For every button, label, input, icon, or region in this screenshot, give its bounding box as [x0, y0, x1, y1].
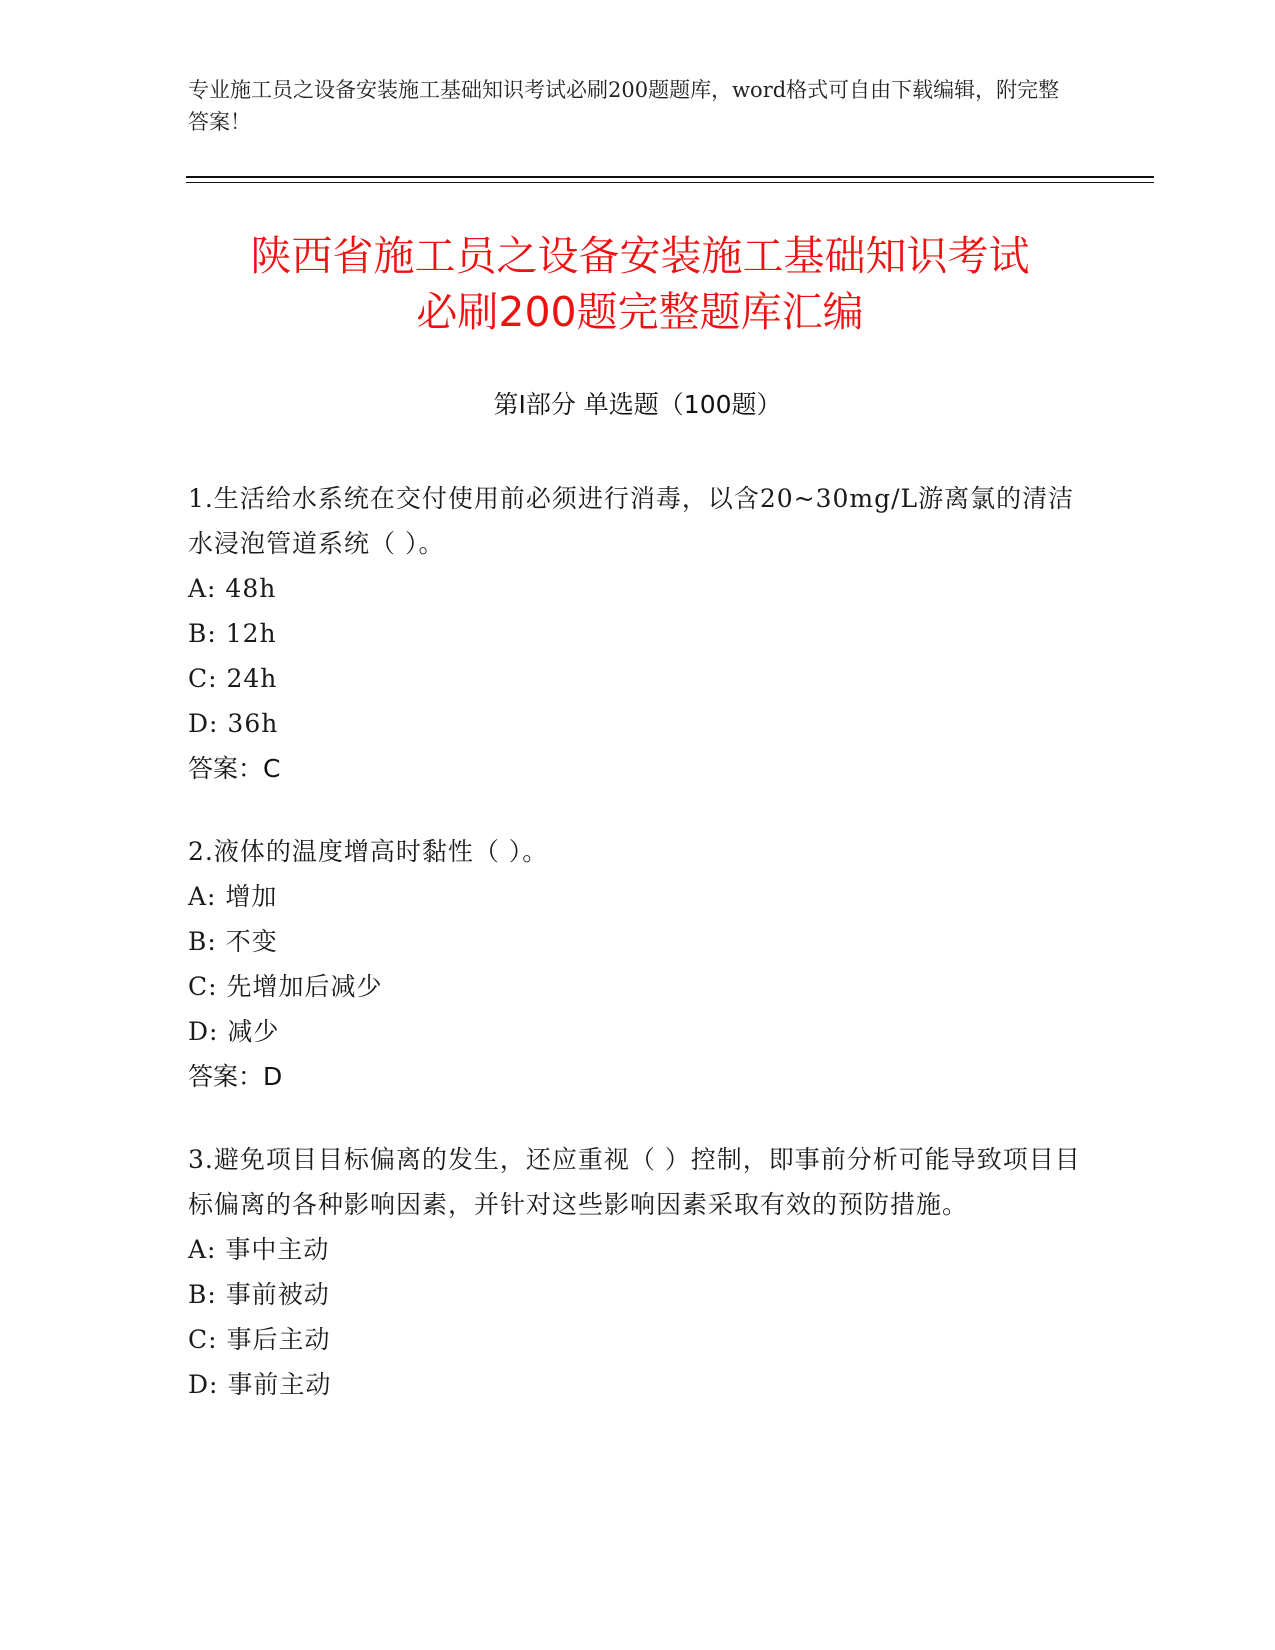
- question-stem: 3.避免项目目标偏离的发生，还应重视（ ）控制，即事前分析可能导致项目目标偏离的各种影响因素，并针对这些影响因素采取有效的预防措施。: [188, 1145, 1081, 1219]
- title-line-1: 陕西省施工员之设备安装施工基础知识考试: [250, 232, 1030, 280]
- option-c: C: 先增加后减少: [188, 972, 383, 1001]
- header-rule-thin: [186, 182, 1154, 183]
- option-d: D: 减少: [188, 1017, 280, 1046]
- option-c: C: 24h: [188, 664, 278, 693]
- option-b: B: 事前被动: [188, 1280, 330, 1309]
- option-d: D: 36h: [188, 709, 279, 738]
- option-a: A: 事中主动: [188, 1235, 330, 1264]
- option-a: A: 增加: [188, 882, 278, 911]
- answer: 答案：C: [188, 754, 281, 783]
- document-title: [140, 228, 1140, 340]
- option-d: D: 事前主动: [188, 1370, 332, 1399]
- question-stem: 2.液体的温度增高时黏性（ ）。: [188, 837, 549, 866]
- question-3: [188, 1137, 1088, 1407]
- header-rule-thick: [186, 176, 1154, 178]
- title-line-2: 必刷200题完整题库汇编: [416, 288, 864, 336]
- header-note: 专业施工员之设备安装施工基础知识考试必刷200题题库，word格式可自由下载编辑，附完整答案！: [188, 78, 1060, 134]
- section-heading: 第Ⅰ部分 单选题（100题）: [493, 390, 782, 419]
- option-a: A: 48h: [188, 574, 277, 603]
- question-stem: 1.生活给水系统在交付使用前必须进行消毒，以含20~30mg/L游离氯的清洁水浸泡管道系统（ ）。: [188, 484, 1075, 558]
- answer: 答案：D: [188, 1062, 283, 1091]
- question-1: [188, 476, 1088, 791]
- question-2: [188, 829, 1088, 1099]
- question-list: [188, 476, 1088, 1445]
- option-c: C: 事后主动: [188, 1325, 331, 1354]
- option-b: B: 12h: [188, 619, 277, 648]
- option-b: B: 不变: [188, 927, 278, 956]
